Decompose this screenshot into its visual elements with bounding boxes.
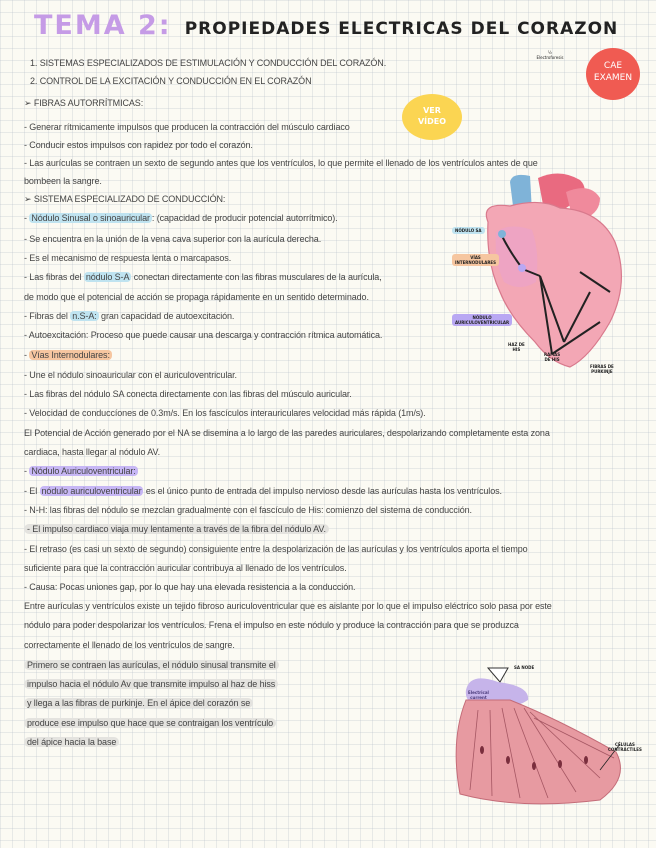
label-purkinje-2: PURKINJE <box>591 369 613 374</box>
electro-note <box>530 50 570 60</box>
av-line-4: - El retraso (es casi un sexto de segundo) consiguiente entre la despolarización de las aurículas y los ventrículos aporta el tiempo <box>24 544 528 554</box>
fibras-sa-rest: conectan directamente con las fibras musculares de la aurícula, <box>131 272 382 282</box>
nsa-prefix: - Fibras del <box>24 311 71 321</box>
label-av-1: NÓDULO <box>472 315 492 320</box>
cae-label: CAE <box>603 61 623 71</box>
fibras-heading: ➢ FIBRAS AUTORRÍTMICAS: <box>24 98 144 108</box>
sa-line <box>24 213 338 224</box>
av-heading <box>24 466 138 477</box>
av-line-2: - N-H: las fibras del nódulo se mezclan gradualmente con el fascículo de His: comienzo del sistema de conducción. <box>24 505 472 515</box>
sa-prefix: - <box>24 213 30 223</box>
nucleus-2 <box>506 756 510 764</box>
electro-note-a: ½ <box>548 50 552 55</box>
intro-item-2: 2. CONTROL DE LA EXCITACIÓN Y CONDUCCIÓN EN EL CORAZÓN <box>30 76 312 86</box>
vias-highlight: Vías Internodulares: <box>31 350 110 360</box>
label-cells-2: CONTRÁCTILES <box>608 747 642 752</box>
label-haz-1: HAZ DE <box>508 342 525 347</box>
nucleus-4 <box>558 760 562 768</box>
cardiac-muscle-illustration <box>430 660 650 810</box>
label-ramas <box>544 352 560 362</box>
fibras-line-2: - Conducir estos impulsos con rapidez por todo el corazón. <box>24 140 253 150</box>
fibras-line-4: bombeen la sangre. <box>24 176 102 186</box>
label-purkinje-1: FIBRAS DE <box>590 364 614 369</box>
electro-note-b: Electroforesis <box>536 55 564 60</box>
fibras-sa-highlight: nódulo S-A <box>85 272 130 282</box>
label-sa-text: NÓDULO SA <box>452 227 485 234</box>
label-av-box <box>452 314 512 326</box>
fibras-sa-prefix: - Las fibras del <box>24 272 84 282</box>
label-haz-2: HIS <box>512 347 521 352</box>
label-av-node <box>452 314 512 326</box>
label-current-1: Electrical <box>468 690 489 695</box>
fibras-line-1: - Generar rítmicamente impulsos que producen la contracción del músculo cardiaco <box>24 122 350 132</box>
final-line-4-text: produce ese impulso que hace que se contraigan los ventrículo <box>24 718 276 728</box>
nucleus-1 <box>480 746 484 754</box>
label-sa-node-muscle: SA NODE <box>514 665 535 670</box>
fibras-line-3: - Las aurículas se contraen un sexto de segundo antes que los ventrículos, lo que permite el llenado de los ventrículos antes de que <box>24 158 538 168</box>
label-vias-box <box>452 254 499 266</box>
label-vias-1: VÍAS <box>470 255 481 260</box>
vias-line-2: - Las fibras del nódulo SA conecta directamente con las fibras del músculo auricular. <box>24 389 352 399</box>
final-line-5-text: del ápice hacia la base <box>24 737 119 747</box>
av-line-5: suficiente para que la contracción auricular contribuya al llenado de los ventrículos. <box>24 563 347 573</box>
final-line-2-text: impulso hacia el nódulo Av que transmite impulso al haz de hiss <box>24 679 278 689</box>
demodo-line: de modo que el potencial de acción se propaga rápidamente en un sentido determinado. <box>24 292 369 302</box>
av-line-8: nódulo para poder despolarizar los ventrículos. Frena el impulso en este nódulo y produce la contracción para que se produzca <box>24 620 519 630</box>
cae-exam-badge <box>586 48 640 100</box>
nsa-line <box>24 311 234 322</box>
label-cells <box>608 742 642 752</box>
video-label-2: VÍDEO <box>417 117 447 126</box>
label-haz <box>508 342 525 352</box>
label-av-2: AURICULOVENTRICULAR <box>455 320 510 325</box>
heart-conduction-illustration <box>440 172 630 372</box>
av-l1-rest: es el único punto de entrada del impulso nervioso desde las aurículas hasta los ventrículos. <box>143 486 502 496</box>
sistema-heading: ➢ SISTEMA ESPECIALIZADO DE CONDUCCIÓN: <box>24 194 226 204</box>
final-line-1-text: Primero se contraen las aurículas, el nódulo sinusal transmite el <box>24 660 279 670</box>
fibras-sa-line <box>24 272 382 283</box>
title-tema: TEMA 2: <box>34 10 172 41</box>
av-line-9: correctamente el llenado de los ventrículos de sangre. <box>24 640 235 650</box>
av-line-1 <box>24 486 502 497</box>
nucleus-5 <box>584 756 588 764</box>
sa-rest: : (capacidad de producir potencial autorrítmico). <box>151 213 338 223</box>
label-current <box>468 690 489 700</box>
video-badge <box>402 94 462 140</box>
nsa-rest: gran capacidad de autoexcitación. <box>98 311 235 321</box>
vias-line-1: - Une el nódulo sinoauricular con el auriculoventricular. <box>24 370 237 380</box>
exam-label: EXAMEN <box>593 73 633 83</box>
vias-heading <box>24 350 112 361</box>
av-line-3 <box>24 524 329 535</box>
label-purkinje <box>590 364 614 374</box>
nucleus-3 <box>532 762 536 770</box>
marcapasos-line: - Es el mecanismo de respuesta lenta o marcapasos. <box>24 253 232 263</box>
heart-body <box>486 202 621 367</box>
intro-item-1: 1. SISTEMAS ESPECIALIZADOS DE ESTIMULACIÓN Y CONDUCCIÓN DEL CORAZÓN. <box>30 58 387 68</box>
final-line-4 <box>24 718 276 729</box>
sa-highlight: Nódulo Sinusal o sinoauricular <box>31 213 150 223</box>
final-line-1 <box>24 660 279 671</box>
label-vias <box>452 254 499 266</box>
title-text: PROPIEDADES ELECTRICAS DEL CORAZON <box>184 19 619 39</box>
vena-line: - Se encuentra en la unión de la vena cava superior con la aurícula derecha. <box>24 234 322 244</box>
label-ramas-2: DE HIS <box>544 357 560 362</box>
vias-line-5: cardiaca, hasta llegar al nódulo AV. <box>24 447 160 457</box>
av-line-7: Entre aurículas y ventrículos existe un tejido fibroso auriculoventricular que es aislante por lo que el impulso eléctrico solo pasa por este <box>24 601 552 611</box>
label-ramas-1: RAMAS <box>544 352 561 357</box>
video-label-1: VER <box>423 106 441 115</box>
av-node-dot <box>518 264 526 272</box>
av-highlight: Nódulo Auriculoventricular: <box>31 466 136 476</box>
final-line-5 <box>24 737 119 748</box>
vias-prefix: - <box>24 350 30 360</box>
final-line-3 <box>24 698 253 709</box>
sa-node-dot <box>498 230 506 238</box>
label-current-2: current <box>470 695 487 700</box>
av-l1-prefix: - El <box>24 486 40 496</box>
page-title <box>34 10 618 41</box>
vias-line-3: - Velocidad de conduccíones de 0.3m/s. En los fascículos interauriculares velocidad más rápida (1m/s). <box>24 408 426 418</box>
final-line-3-text: y llega a las fibras de purkinje. En el ápice del corazón se <box>24 698 253 708</box>
final-line-2 <box>24 679 278 690</box>
label-sa-node <box>452 228 485 233</box>
vias-line-4: El Potencial de Acción generado por el NA se disemina a lo largo de las paredes auriculares, despolarizando completamente esta zona <box>24 428 550 438</box>
nsa-highlight: n.S-A: <box>72 311 97 321</box>
label-vias-2: INTERNODULARES <box>455 260 497 265</box>
autoexc-line: - Autoexcitación: Proceso que puede causar una descarga y contracción rítmica automática. <box>24 330 383 340</box>
av-l3-highlight: - El impulso cardiaco viaja muy lentamente a través de la fibra del nódulo AV. <box>24 524 329 534</box>
av-l1-highlight: nódulo auriculoventricular <box>41 486 142 496</box>
label-cells-1: CÉLULAS <box>615 742 635 747</box>
av-prefix: - <box>24 466 30 476</box>
av-line-6: - Causa: Pocas uniones gap, por lo que hay una elevada resistencia a la conducción. <box>24 582 356 592</box>
